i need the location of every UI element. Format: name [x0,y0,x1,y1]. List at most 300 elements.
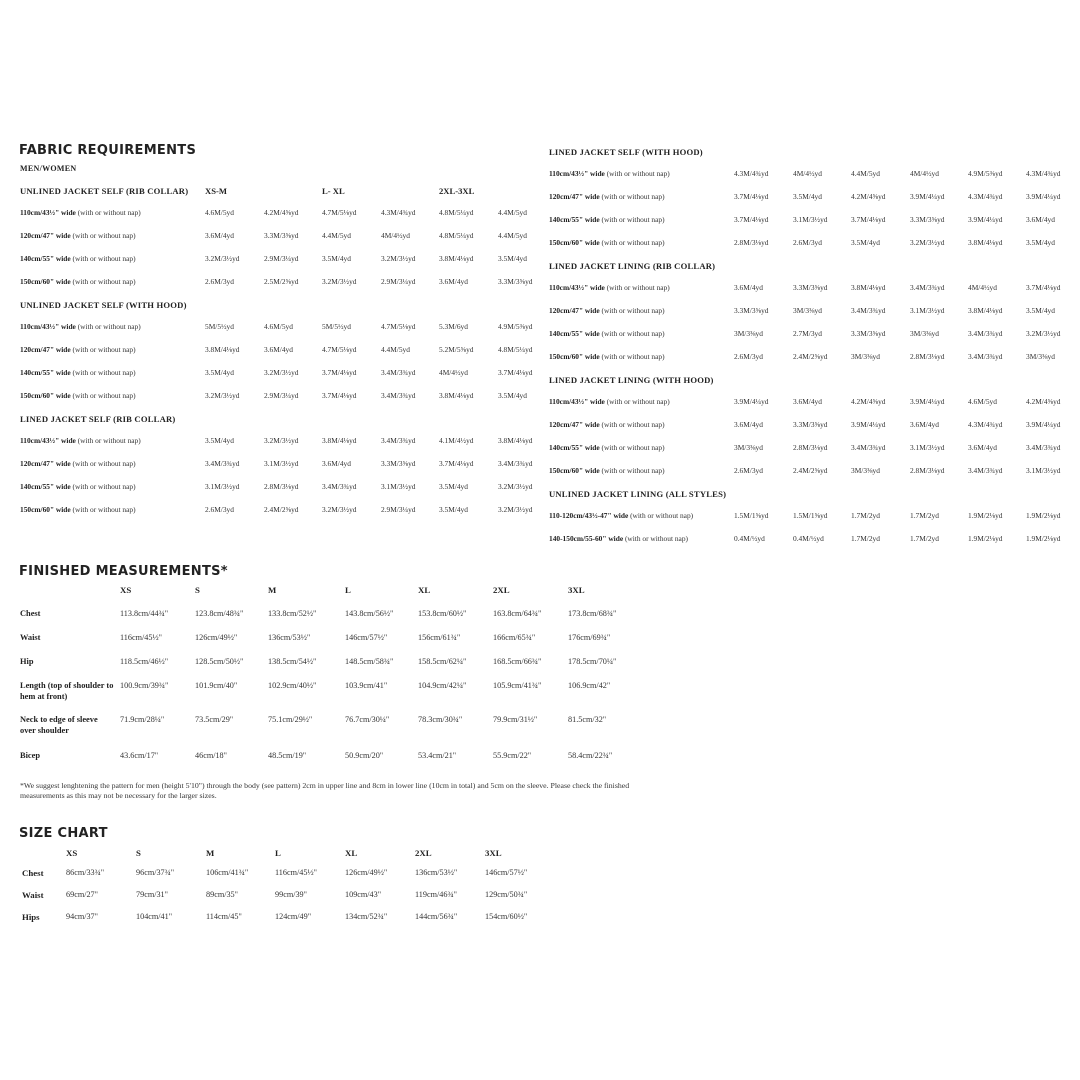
nap-note: (with or without nap) [599,306,665,315]
fabric-amount: 1.7M/2yd [851,511,880,520]
fabric-amount: 4.6M/5yd [264,322,293,331]
fabric-amount: 1.9M/2⅛yd [1026,534,1061,543]
fabric-amount: 3.1M/3½yd [1026,466,1061,475]
fabric-amount: 3.6M/4yd [793,397,822,406]
size-header: XS [120,585,132,595]
fabric-amount: 3.3M/3⅝yd [793,420,828,429]
fabric-amount: 3.1M/3½yd [205,482,240,491]
nap-note: (with or without nap) [70,254,136,263]
fabric-amount: 3.3M/3⅝yd [498,277,533,286]
fabric-amount: 1.7M/2yd [851,534,880,543]
nap-note: (with or without nap) [599,352,665,361]
fabric-amount: 1.9M/2⅛yd [968,534,1003,543]
nap-note: (with or without nap) [599,215,665,224]
fabric-amount: 3.7M/4⅛yd [439,459,474,468]
fabric-amount: 3.7M/4⅛yd [322,391,357,400]
body-measure-label: Waist [22,890,44,900]
body-measure-value: 86cm/33¾" [66,868,105,877]
fabric-width-label [549,329,665,338]
fabric-width-label [20,345,136,354]
fabric-amount: 3.2M/3½yd [205,391,240,400]
fabric-amount: 3M/3⅜yd [851,466,880,475]
fabric-amount: 4.2M/4⅝yd [1026,397,1061,406]
measurement-value: 136cm/53½" [268,633,311,642]
fabric-section-title: LINED JACKET SELF (WITH HOOD) [549,147,703,157]
fabric-amount: 1.9M/2⅛yd [1026,511,1061,520]
fabric-amount: 3.6M/4yd [734,420,763,429]
fabric-amount: 3.2M/3½yd [1026,329,1061,338]
fabric-amount: 2.8M/3⅛yd [734,238,769,247]
measurement-value: 73.5cm/29" [195,715,234,724]
fabric-amount: 3.3M/3⅝yd [910,215,945,224]
fabric-amount: 3.1M/3½yd [264,459,299,468]
body-measure-value: 124cm/49" [275,912,312,921]
fabric-amount: 4.2M/4⅝yd [264,208,299,217]
measurement-value: 128.5cm/50½" [195,657,244,666]
fabric-amount: 3.4M/3¾yd [498,459,533,468]
measurement-label: Hip [20,657,34,666]
fabric-amount: 1.9M/2⅛yd [968,511,1003,520]
fabric-width-label [20,368,136,377]
fabric-amount: 3.5M/4yd [498,391,527,400]
measurement-value: 43.6cm/17" [120,751,159,760]
fabric-width-label [549,238,665,247]
measurement-value: 100.9cm/39¾" [120,681,169,690]
fabric-width-label [549,443,665,452]
fabric-width-label [549,306,665,315]
size-header: S [136,848,141,858]
fabric-width: 120cm/47" wide [549,192,600,201]
fabric-amount: 4.3M/4¾yd [968,420,1003,429]
body-measure-label: Hips [22,912,40,922]
fabric-amount: 4.7M/5⅛yd [322,345,357,354]
body-measure-value: 136cm/53½" [415,868,458,877]
fabric-amount: 3.5M/4yd [205,436,234,445]
fabric-amount: 3.5M/4yd [793,192,822,201]
fabric-amount: 5M/5½yd [205,322,234,331]
body-measure-value: 154cm/60½" [485,912,528,921]
size-header-xs-m: XS-M [205,186,227,196]
fabric-width: 150cm/60" wide [20,505,71,514]
fabric-amount: 2.6M/3yd [205,277,234,286]
fabric-subtitle: MEN/WOMEN [20,164,77,173]
fabric-amount: 3.3M/3⅝yd [734,306,769,315]
measurement-value: 126cm/49½" [195,633,238,642]
size-header: 2XL [415,848,432,858]
fabric-amount: 4.4M/5yd [498,208,527,217]
body-measure-value: 79cm/31" [136,890,168,899]
fabric-amount: 3.4M/3¾yd [322,482,357,491]
fabric-amount: 3.5M/4yd [439,482,468,491]
fabric-amount: 2.4M/2⅝yd [264,505,299,514]
fabric-amount: 3.7M/4⅛yd [734,192,769,201]
fabric-width-label [549,511,693,520]
fabric-amount: 3.4M/3¾yd [381,368,416,377]
measurement-value: 158.5cm/62¼" [418,657,467,666]
fabric-amount: 2.6M/3yd [205,505,234,514]
fabric-amount: 2.9M/3¼yd [381,505,416,514]
measurement-value: 58.4cm/22¾" [568,751,613,760]
fabric-width-label [549,352,665,361]
measurement-value: 156cm/61¾" [418,633,461,642]
measurement-value: 105.9cm/41¾" [493,681,542,690]
fabric-amount: 4.3M/4¾yd [734,169,769,178]
fabric-amount: 2.4M/2⅝yd [793,352,828,361]
fabric-width: 110cm/43½" wide [20,322,76,331]
fabric-width-label [549,534,688,543]
fabric-amount: 3M/3⅜yd [851,352,880,361]
fabric-amount: 3.4M/3¾yd [968,329,1003,338]
fabric-width-label [20,459,136,468]
measurement-value: 116cm/45½" [120,633,162,642]
nap-note: (with or without nap) [70,277,136,286]
fabric-amount: 3.6M/4yd [734,283,763,292]
fabric-amount: 3.7M/4⅛yd [734,215,769,224]
fabric-amount: 2.9M/3¼yd [264,391,299,400]
fabric-amount: 3.3M/3⅝yd [851,329,886,338]
fabric-width: 120cm/47" wide [549,420,600,429]
fabric-amount: 3.3M/3⅝yd [381,459,416,468]
measurement-value: 123.8cm/48¾" [195,609,244,618]
measurement-value: 104.9cm/42¼" [418,681,467,690]
fabric-amount: 3.8M/4⅛yd [851,283,886,292]
nap-note: (with or without nap) [75,322,141,331]
size-header: XL [345,848,358,858]
fabric-amount: 2.6M/3yd [793,238,822,247]
fabric-width-label [20,391,136,400]
body-measure-value: 119cm/46¾" [415,890,457,899]
fabric-section-title: LINED JACKET SELF (RIB COLLAR) [20,414,176,424]
measurement-value: 146cm/57½" [345,633,388,642]
nap-note: (with or without nap) [75,436,141,445]
size-header: L [345,585,351,595]
fabric-amount: 3.7M/4⅛yd [322,368,357,377]
fabric-amount: 3M/3⅜yd [734,443,763,452]
nap-note: (with or without nap) [70,505,136,514]
fabric-amount: 5.3M/6yd [439,322,468,331]
fabric-amount: 1.7M/2yd [910,511,939,520]
body-measure-value: 114cm/45" [206,912,242,921]
fabric-amount: 3.5M/4yd [851,238,880,247]
fabric-amount: 3M/3⅜yd [793,306,822,315]
size-header: L [275,848,281,858]
measurement-value: 106.9cm/42" [568,681,611,690]
size-header: 3XL [485,848,502,858]
fabric-width: 120cm/47" wide [549,306,600,315]
fabric-section-title: UNLINED JACKET SELF (WITH HOOD) [20,300,187,310]
fabric-amount: 3.4M/3¾yd [381,391,416,400]
fabric-amount: 4.3M/4¾yd [1026,169,1061,178]
fabric-amount: 4.4M/5yd [851,169,880,178]
measurement-value: 48.5cm/19" [268,751,307,760]
fabric-width: 120cm/47" wide [20,345,71,354]
fabric-width: 110-120cm/43½-47" wide [549,511,629,520]
fabric-width-label [549,215,665,224]
fabric-amount: 3.9M/4¼yd [910,192,945,201]
fabric-amount: 3.4M/3¾yd [968,352,1003,361]
fabric-amount: 4.4M/5yd [322,231,351,240]
body-measure-value: 104cm/41" [136,912,173,921]
fabric-amount: 3.1M/3½yd [793,215,828,224]
fabric-amount: 3.7M/4⅛yd [1026,283,1061,292]
body-measure-value: 89cm/35" [206,890,238,899]
measurement-value: 78.3cm/30¾" [418,715,463,724]
fabric-width: 150cm/60" wide [549,466,600,475]
nap-note: (with or without nap) [599,420,665,429]
fabric-width-label [549,397,670,406]
fabric-amount: 4M/4½yd [910,169,939,178]
measurement-value: 103.9cm/41" [345,681,388,690]
fabric-amount: 4.8M/5¼yd [439,208,474,217]
fabric-amount: 2.8M/3⅛yd [910,352,945,361]
measurement-value: 76.7cm/30¼" [345,715,390,724]
body-measure-value: 99cm/39" [275,890,307,899]
fabric-width: 140cm/55" wide [20,254,71,263]
fabric-amount: 4.9M/5⅜yd [968,169,1003,178]
body-measure-value: 146cm/57½" [485,868,528,877]
fabric-width: 140cm/55" wide [20,482,71,491]
fabric-amount: 2.8M/3⅛yd [910,466,945,475]
measurement-label: Length (top of shoulder to hem at front) [20,681,114,701]
fabric-amount: 3M/3⅜yd [734,329,763,338]
fabric-amount: 3M/3⅜yd [910,329,939,338]
size-chart-title: SIZE CHART [19,826,108,841]
body-measure-value: 129cm/50¾" [485,890,528,899]
size-header: M [268,585,277,595]
fabric-amount: 3.8M/4⅛yd [968,238,1003,247]
fabric-amount: 5.2M/5⅝yd [439,345,474,354]
fabric-width: 140cm/55" wide [20,368,71,377]
fabric-width-label [20,254,136,263]
fabric-amount: 3.6M/4yd [264,345,293,354]
fabric-width-label [20,277,136,286]
fabric-amount: 1.7M/2yd [910,534,939,543]
fabric-width: 150cm/60" wide [20,391,71,400]
body-measure-value: 96cm/37¾" [136,868,175,877]
measurement-value: 55.9cm/22" [493,751,532,760]
fabric-amount: 3.3M/3⅝yd [793,283,828,292]
fabric-section-title: UNLINED JACKET LINING (ALL STYLES) [549,489,727,499]
fabric-width-label [20,505,136,514]
nap-note: (with or without nap) [599,238,665,247]
fabric-amount: 4.4M/5yd [498,231,527,240]
fabric-amount: 3.6M/4yd [968,443,997,452]
body-measure-value: 144cm/56¾" [415,912,458,921]
fabric-amount: 3.4M/3¾yd [851,306,886,315]
fabric-amount: 0.4M/½yd [793,534,824,543]
finished-measurements-title: FINISHED MEASUREMENTS* [19,564,228,579]
fabric-width: 140cm/55" wide [549,329,600,338]
fabric-amount: 3.8M/4⅛yd [439,391,474,400]
nap-note: (with or without nap) [599,192,665,201]
fabric-amount: 3.2M/3½yd [498,505,533,514]
fabric-width: 120cm/47" wide [20,459,71,468]
fabric-amount: 3.4M/3¾yd [1026,443,1061,452]
measurement-value: 133.8cm/52½" [268,609,317,618]
finished-measurements-note: *We suggest lenghtening the pattern for men (height 5'10") through the body (see pattern) 2cm in upper line and 8cm in lower line (10cm in total) and 5cm on the sleeve. Please check the finished measurements as this may not be necessary for the larger sizes. [20,781,630,800]
measurement-value: 79.9cm/31½" [493,715,538,724]
fabric-amount: 3.5M/4yd [498,254,527,263]
fabric-amount: 3.1M/3½yd [910,443,945,452]
fabric-requirements-title: FABRIC REQUIREMENTS [19,143,197,158]
nap-note: (with or without nap) [604,397,670,406]
measurement-value: 173.8cm/68¾" [568,609,617,618]
nap-note: (with or without nap) [70,231,136,240]
measurement-value: 118.5cm/46½" [120,657,169,666]
fabric-amount: 4.4M/5yd [381,345,410,354]
fabric-amount: 3.5M/4yd [439,505,468,514]
fabric-amount: 3.1M/3½yd [910,306,945,315]
fabric-amount: 3.4M/3¾yd [381,436,416,445]
fabric-amount: 3.5M/4yd [322,254,351,263]
size-header: S [195,585,200,595]
fabric-width: 140cm/55" wide [549,443,600,452]
fabric-amount: 4.6M/5yd [205,208,234,217]
body-measure-value: 109cm/43" [345,890,382,899]
fabric-width: 140-150cm/55-60" wide [549,534,624,543]
fabric-amount: 1.5M/1⅝yd [734,511,769,520]
fabric-amount: 4.8M/5¼yd [439,231,474,240]
fabric-amount: 3.4M/3¾yd [910,283,945,292]
fabric-width-label [20,231,136,240]
nap-note: (with or without nap) [70,368,136,377]
fabric-amount: 3.7M/4⅛yd [498,368,533,377]
fabric-amount: 2.6M/3yd [734,352,763,361]
fabric-amount: 4.2M/4⅝yd [851,397,886,406]
measurement-value: 143.8cm/56½" [345,609,394,618]
fabric-amount: 4.3M/4¾yd [968,192,1003,201]
fabric-amount: 4M/4½yd [381,231,410,240]
fabric-amount: 3.9M/4¼yd [851,420,886,429]
measurement-label: Bicep [20,751,41,760]
fabric-width: 110cm/43½" wide [20,436,76,445]
size-header: 3XL [568,585,585,595]
fabric-width: 110cm/43½" wide [20,208,76,217]
measurement-value: 176cm/69¾" [568,633,611,642]
body-measure-value: 94cm/37" [66,912,98,921]
measurement-value: 75.1cm/29½" [268,715,313,724]
fabric-amount: 3.2M/3½yd [498,482,533,491]
nap-note: (with or without nap) [75,208,141,217]
nap-note: (with or without nap) [70,391,136,400]
fabric-amount: 1.5M/1⅝yd [793,511,828,520]
measurement-value: 50.9cm/20" [345,751,384,760]
fabric-amount: 2.9M/3¼yd [264,254,299,263]
nap-note: (with or without nap) [599,443,665,452]
fabric-amount: 3.2M/3½yd [910,238,945,247]
fabric-amount: 3.2M/3½yd [322,505,357,514]
nap-note: (with or without nap) [628,511,694,520]
fabric-width: 110cm/43½" wide [549,283,605,292]
fabric-amount: 2.8M/3⅛yd [793,443,828,452]
fabric-amount: 4.2M/4⅝yd [851,192,886,201]
body-measure-value: 106cm/41¾" [206,868,249,877]
nap-note: (with or without nap) [70,345,136,354]
fabric-width: 150cm/60" wide [20,277,71,286]
measurement-value: 101.9cm/40" [195,681,238,690]
fabric-amount: 3.8M/4⅛yd [205,345,240,354]
size-header: M [206,848,215,858]
fabric-width-label [549,283,670,292]
fabric-amount: 3.6M/4yd [205,231,234,240]
nap-note: (with or without nap) [623,534,688,543]
fabric-amount: 3.4M/3¾yd [205,459,240,468]
fabric-amount: 3M/3⅜yd [1026,352,1055,361]
measurement-value: 46cm/18" [195,751,227,760]
fabric-section-title: LINED JACKET LINING (RIB COLLAR) [549,261,716,271]
measurement-value: 168.5cm/66¾" [493,657,542,666]
fabric-amount: 3.6M/4yd [1026,215,1055,224]
fabric-width-label [20,322,141,331]
fabric-amount: 3.8M/4⅛yd [439,254,474,263]
fabric-amount: 3.2M/3½yd [322,277,357,286]
measurement-value: 148.5cm/58¾" [345,657,394,666]
fabric-amount: 2.9M/3¼yd [381,277,416,286]
fabric-amount: 4M/4½yd [439,368,468,377]
fabric-amount: 4.6M/5yd [968,397,997,406]
fabric-amount: 4.1M/4½yd [439,436,474,445]
fabric-width-label [20,482,136,491]
fabric-width: 140cm/55" wide [549,215,600,224]
body-measure-value: 134cm/52¾" [345,912,388,921]
fabric-amount: 3.9M/4¼yd [1026,192,1061,201]
fabric-amount: 0.4M/½yd [734,534,765,543]
size-header-l-xl: L- XL [322,186,345,196]
fabric-amount: 3.2M/3½yd [264,368,299,377]
fabric-width: 150cm/60" wide [549,238,600,247]
fabric-section-title: UNLINED JACKET SELF (RIB COLLAR) [20,186,189,196]
measurement-value: 113.8cm/44¾" [120,609,169,618]
fabric-amount: 2.4M/2⅝yd [793,466,828,475]
measurement-value: 53.4cm/21" [418,751,457,760]
fabric-amount: 3.8M/4⅛yd [968,306,1003,315]
fabric-amount: 4.9M/5⅜yd [498,322,533,331]
fabric-width: 120cm/47" wide [20,231,71,240]
fabric-amount: 4M/4½yd [968,283,997,292]
fabric-width: 110cm/43½" wide [549,397,605,406]
nap-note: (with or without nap) [604,169,670,178]
fabric-amount: 3.5M/4yd [1026,306,1055,315]
nap-note: (with or without nap) [599,329,665,338]
fabric-amount: 2.8M/3⅛yd [264,482,299,491]
size-header: 2XL [493,585,510,595]
fabric-amount: 2.7M/3yd [793,329,822,338]
fabric-width-label [549,169,670,178]
fabric-amount: 3.4M/3¾yd [851,443,886,452]
fabric-amount: 3.6M/4yd [910,420,939,429]
fabric-width-label [549,466,665,475]
measurement-label: Chest [20,609,41,618]
fabric-amount: 3.5M/4yd [205,368,234,377]
size-header: XS [66,848,78,858]
body-measure-value: 126cm/49½" [345,868,388,877]
fabric-amount: 3.9M/4¼yd [968,215,1003,224]
fabric-amount: 5M/5½yd [322,322,351,331]
fabric-amount: 3.2M/3½yd [264,436,299,445]
fabric-width-label [20,208,141,217]
fabric-amount: 3.4M/3¾yd [968,466,1003,475]
fabric-amount: 3.8M/4⅛yd [498,436,533,445]
fabric-amount: 4.8M/5¼yd [498,345,533,354]
fabric-amount: 3.8M/4⅛yd [322,436,357,445]
nap-note: (with or without nap) [70,482,136,491]
fabric-amount: 3.6M/4yd [439,277,468,286]
measurement-value: 166cm/65¾" [493,633,536,642]
fabric-width-label [20,436,141,445]
fabric-amount: 3.6M/4yd [322,459,351,468]
fabric-width-label [549,420,665,429]
fabric-amount: 4.7M/5⅛yd [322,208,357,217]
